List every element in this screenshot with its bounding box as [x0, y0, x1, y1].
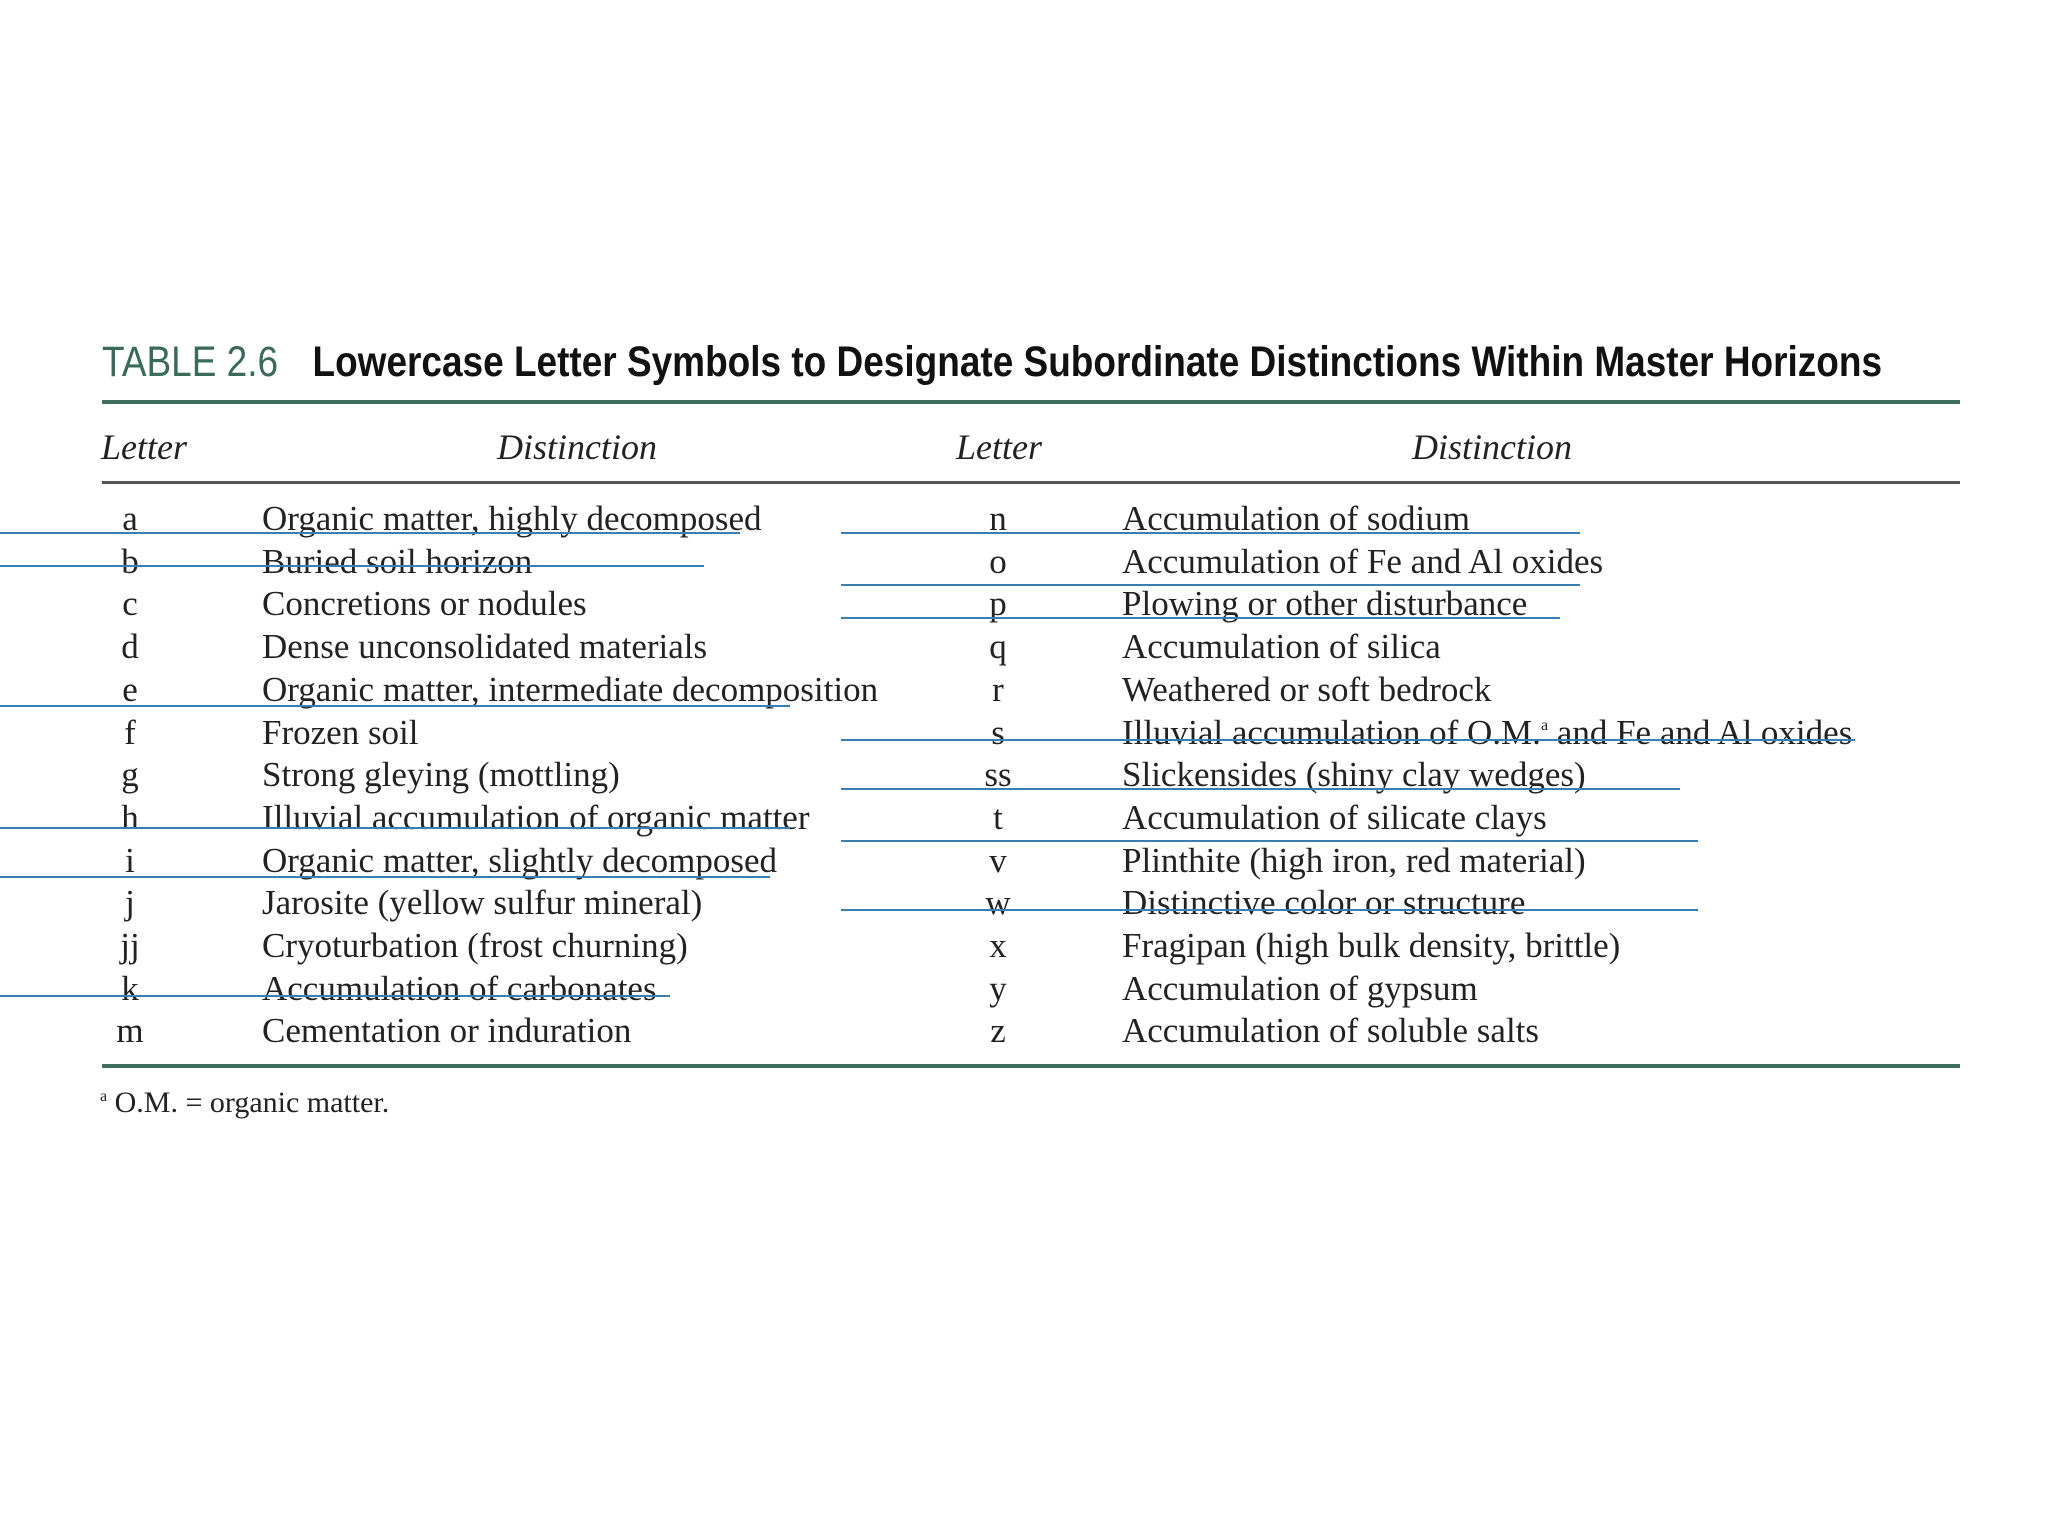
right-row-letter: q	[989, 627, 1007, 667]
right-row-distinction: Accumulation of silica	[1122, 627, 1441, 667]
left-row-distinction: Accumulation of carbonates	[262, 968, 657, 1008]
right-row-distinction: Plinthite (high iron, red material)	[1122, 840, 1586, 880]
footnote-text: O.M. = organic matter.	[107, 1086, 390, 1119]
right-row-distinction: Accumulation of soluble salts	[1122, 1011, 1540, 1051]
left-row-distinction: Organic matter, highly decomposed	[262, 499, 762, 538]
right-row-distinction: Weathered or soft bedrock	[1122, 669, 1492, 709]
left-row-distinction: Frozen soil	[262, 712, 419, 752]
left-row-letter: d	[121, 627, 139, 667]
right-row-distinction: Plowing or other disturbance	[1122, 584, 1528, 624]
right-row-letter: p	[989, 584, 1007, 624]
distinction-text: Illuvial accumulation of O.M.	[1122, 712, 1541, 752]
right-row-letter: w	[985, 883, 1011, 923]
right-row-letter: t	[993, 797, 1003, 837]
left-row-letter: m	[116, 1011, 144, 1051]
right-row-letter: v	[989, 840, 1007, 880]
bottom-rule	[102, 1064, 1960, 1068]
left-row-distinction: Cryoturbation (frost churning)	[262, 926, 688, 965]
left-row-letter: jj	[120, 926, 140, 965]
left-row-distinction: Organic matter, intermediate decomposition	[262, 669, 879, 709]
right-row-distinction: Accumulation of gypsum	[1122, 968, 1478, 1008]
left-row-distinction: Illuvial accumulation of organic matter	[262, 797, 810, 837]
right-row-letter: o	[989, 541, 1007, 581]
right-row-distinction	[1122, 712, 1852, 754]
left-row-distinction: Buried soil horizon	[262, 541, 533, 581]
header-letter-left: Letter	[101, 427, 187, 467]
right-row-letter: n	[989, 499, 1007, 538]
left-row-letter: k	[121, 968, 139, 1008]
left-row-letter: i	[125, 840, 135, 880]
left-row-distinction: Concretions or nodules	[262, 584, 587, 624]
footnote	[100, 1086, 389, 1120]
table-caption: Lowercase Letter Symbols to Designate Subordinate Distinctions Within Master Horizons	[312, 338, 1883, 386]
left-row-distinction: Strong gleying (mottling)	[262, 755, 620, 795]
distinction-text-suffix: and Fe and Al oxides	[1548, 712, 1853, 752]
left-row-letter: g	[121, 755, 139, 795]
left-row-letter: c	[122, 584, 138, 624]
table-number: TABLE 2.6	[102, 338, 279, 386]
header-distinction-right: Distinction	[1412, 427, 1572, 467]
left-row-distinction: Cementation or induration	[262, 1011, 632, 1051]
left-row-letter: h	[121, 797, 139, 837]
left-row-letter: j	[125, 883, 135, 923]
left-row-distinction: Organic matter, slightly decomposed	[262, 840, 778, 880]
right-row-distinction: Fragipan (high bulk density, brittle)	[1122, 926, 1621, 965]
top-rule	[102, 400, 1960, 404]
left-row-letter: a	[122, 499, 138, 538]
header-rule	[102, 481, 1960, 484]
right-row-letter: r	[992, 669, 1004, 709]
footnote-mark: a	[1540, 716, 1549, 734]
left-row-letter: e	[122, 669, 138, 709]
left-row-letter: b	[121, 541, 139, 581]
header-distinction-left: Distinction	[497, 427, 657, 467]
left-row-distinction: Jarosite (yellow sulfur mineral)	[262, 883, 703, 923]
left-row-distinction: Dense unconsolidated materials	[262, 627, 708, 667]
table-title	[102, 338, 1882, 387]
right-row-letter: s	[991, 712, 1005, 752]
footnote-mark: a	[100, 1088, 108, 1105]
left-row-letter: f	[124, 712, 136, 752]
right-row-letter: x	[989, 926, 1007, 965]
right-row-distinction: Accumulation of silicate clays	[1122, 797, 1547, 837]
right-row-distinction: Accumulation of sodium	[1122, 499, 1471, 538]
right-row-distinction: Distinctive color or structure	[1122, 883, 1526, 923]
right-row-letter: z	[990, 1011, 1006, 1051]
right-row-letter: ss	[984, 755, 1012, 795]
header-letter-right: Letter	[956, 427, 1042, 467]
right-row-distinction: Slickensides (shiny clay wedges)	[1122, 755, 1586, 795]
right-row-letter: y	[989, 968, 1007, 1008]
right-row-distinction: Accumulation of Fe and Al oxides	[1122, 541, 1604, 581]
